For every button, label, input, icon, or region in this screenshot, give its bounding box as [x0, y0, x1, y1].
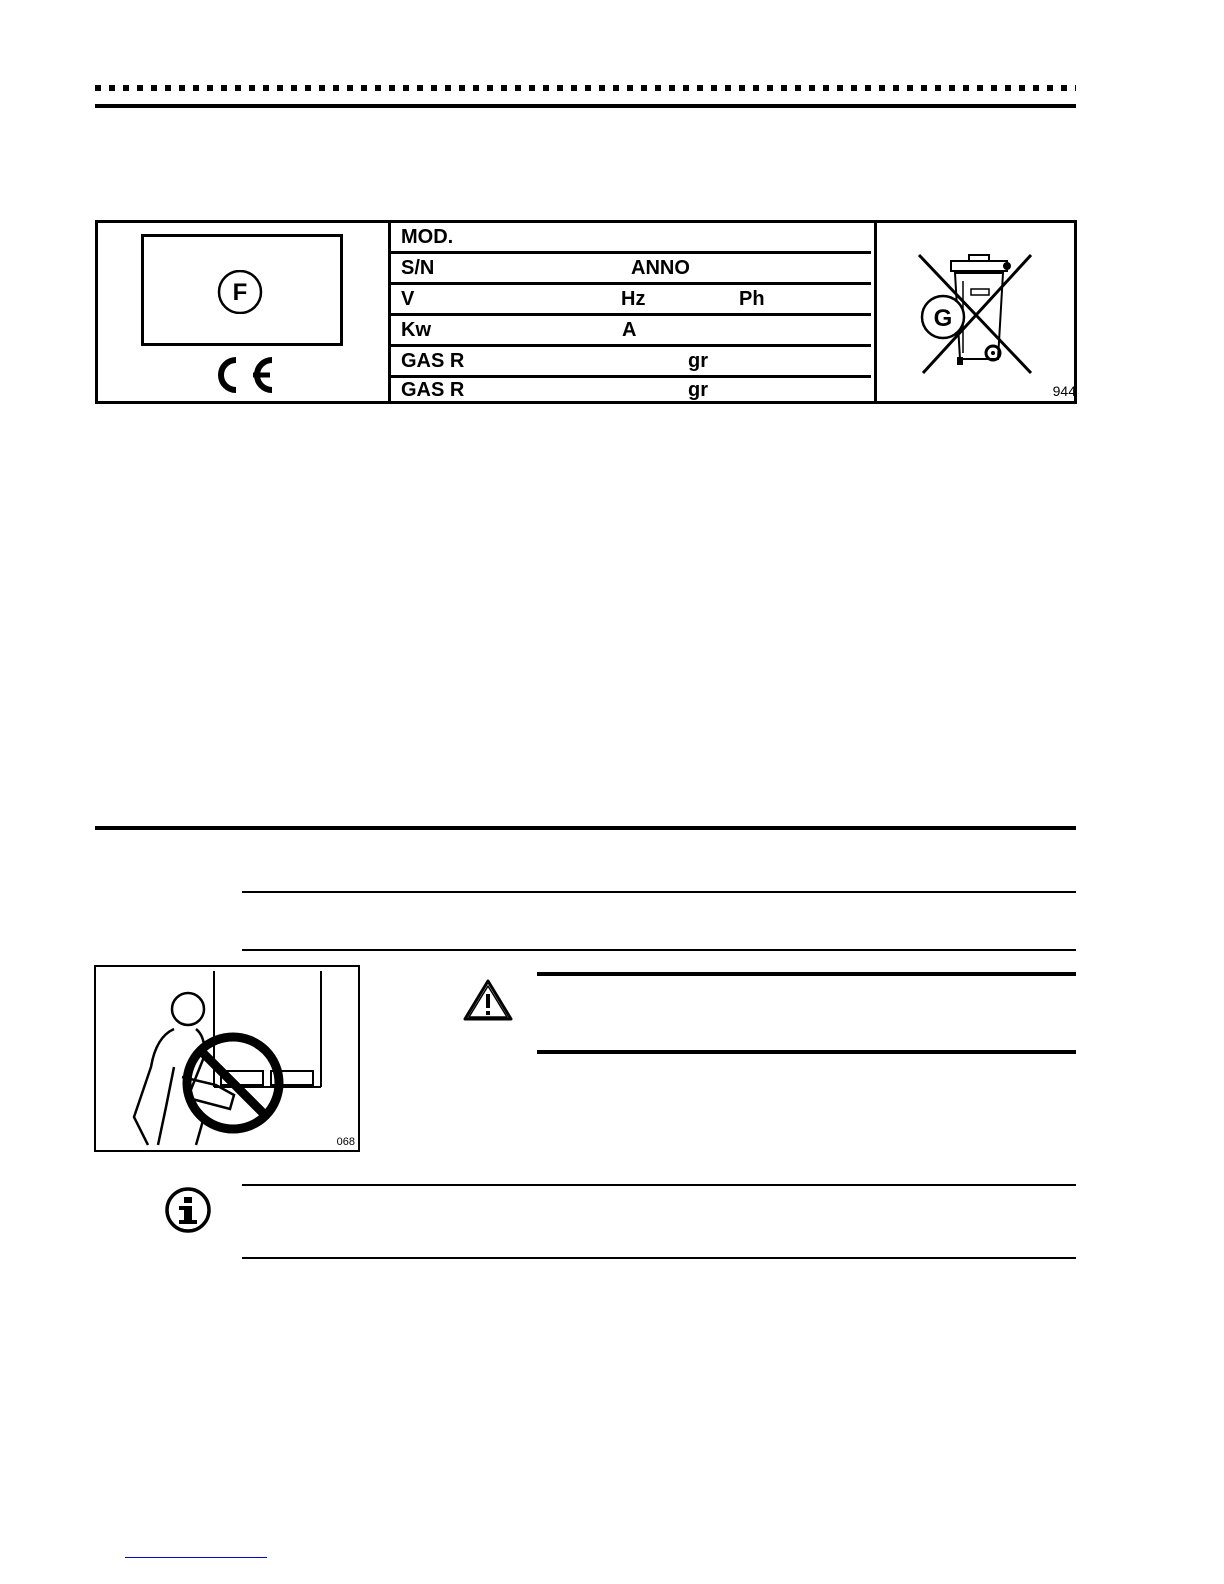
f-callout-label: F [232, 279, 248, 306]
warning-top-rule [537, 972, 1076, 976]
info-top-rule [242, 1184, 1076, 1186]
plate-figure-number: 944 [1052, 383, 1076, 399]
plate-row-label-3: Ph [739, 288, 765, 310]
ce-mark-icon [206, 356, 276, 394]
plate-row-label-2: ANNO [631, 257, 690, 279]
plate-row-gas-1 [391, 347, 871, 378]
g-callout-label: G [933, 305, 953, 332]
plate-row-label: V [401, 288, 415, 310]
plate-row-label-2: gr [688, 379, 708, 401]
plate-disposal-panel [874, 223, 1080, 401]
plate-marking-panel [98, 223, 391, 401]
note-bottom-rule [242, 949, 1076, 951]
warning-bottom-rule [537, 1050, 1076, 1054]
section-divider [95, 826, 1076, 830]
plate-row-label-2: A [622, 319, 637, 341]
plate-row-label: Kw [401, 319, 431, 341]
f-callout-icon [216, 270, 268, 314]
header-dotted-rule [95, 85, 1076, 91]
plate-row-label: S/N [401, 257, 435, 279]
plate-row-label: MOD. [401, 226, 454, 248]
plate-data-panel [388, 223, 871, 401]
header-rule [95, 104, 1076, 108]
plate-row-gas-2 [391, 376, 871, 404]
rating-plate [95, 220, 1077, 404]
info-bottom-rule [242, 1257, 1076, 1259]
lifting-figure [94, 965, 360, 1152]
footer-link-underline[interactable] [125, 1557, 267, 1558]
plate-row-label-2: gr [688, 350, 708, 372]
plate-row-voltage [391, 285, 871, 316]
info-icon [164, 1186, 212, 1234]
note-top-rule [242, 891, 1076, 893]
warning-triangle-icon [462, 978, 514, 1022]
plate-row-serial [391, 254, 871, 285]
crossed-out-wheelie-bin-icon [915, 249, 1039, 377]
do-not-lift-alone-icon [96, 967, 358, 1150]
plate-row-label: GAS R [401, 379, 465, 401]
plate-row-model [391, 223, 871, 254]
plate-row-label-2: Hz [621, 288, 646, 310]
plate-label-box [141, 234, 343, 346]
figure-number: 068 [336, 1136, 355, 1148]
plate-row-label: GAS R [401, 350, 465, 372]
plate-row-power [391, 316, 871, 347]
